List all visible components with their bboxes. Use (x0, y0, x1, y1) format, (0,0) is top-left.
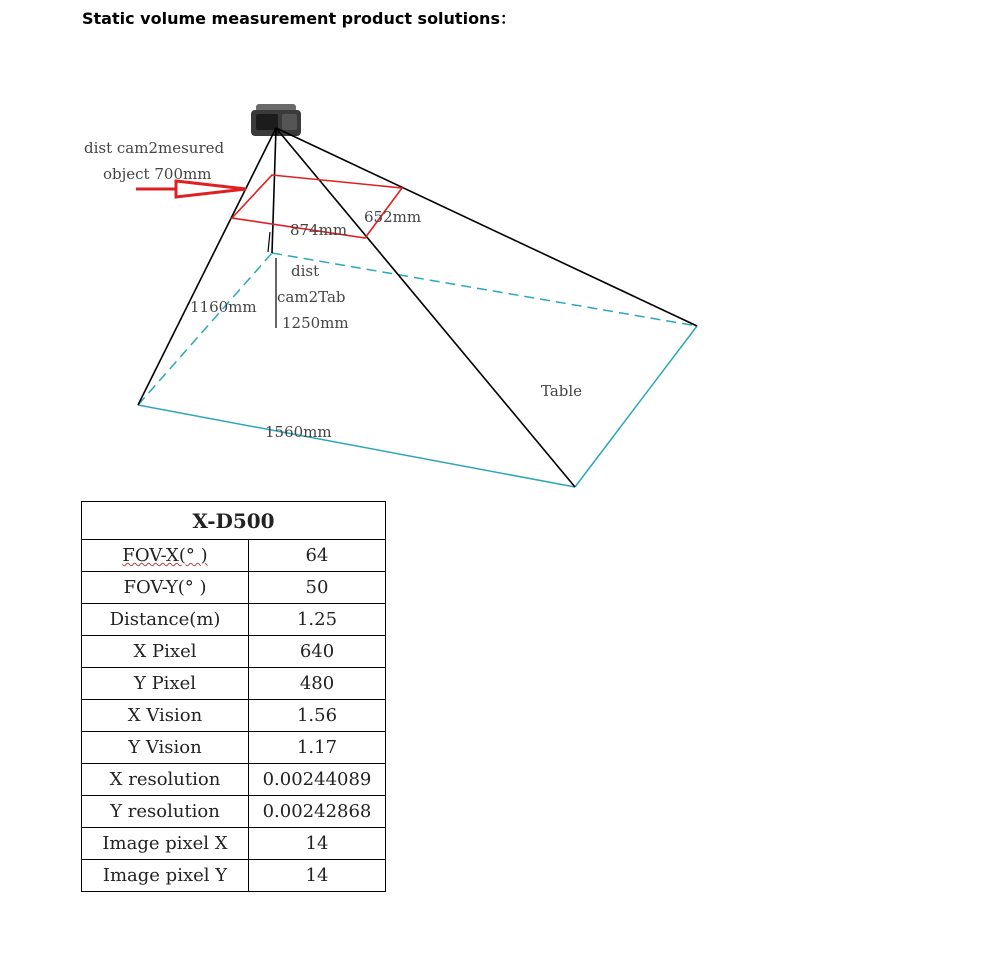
row-param: Distance(m) (82, 604, 249, 636)
row-value: 50 (249, 572, 386, 604)
table-row (82, 540, 386, 572)
row-param: Y resolution (82, 796, 249, 828)
row-param: X Pixel (82, 636, 249, 668)
table-row (82, 700, 386, 732)
row-param: Y Pixel (82, 668, 249, 700)
table-row (82, 572, 386, 604)
label-1560: 1560mm (265, 423, 332, 441)
table-row (82, 764, 386, 796)
row-param: X resolution (82, 764, 249, 796)
table-row (82, 604, 386, 636)
label-dist-cam-line2: object 700mm (103, 165, 212, 183)
label-dist-tab-line2: cam2Tab (277, 288, 346, 306)
row-param: FOV-X(° ) (122, 545, 208, 566)
spec-table-title: X-D500 (82, 502, 386, 540)
row-param: Y Vision (82, 732, 249, 764)
row-value: 64 (249, 540, 386, 572)
pointer-arrow-icon (136, 181, 246, 197)
row-value: 640 (249, 636, 386, 668)
label-dist-cam-line1: dist cam2mesured (84, 139, 225, 157)
label-dist-tab-line3: 1250mm (282, 314, 349, 332)
row-value: 14 (249, 828, 386, 860)
spec-table (81, 501, 386, 892)
row-value: 1.25 (249, 604, 386, 636)
label-dist-tab-line1: dist (291, 262, 320, 280)
table-row (82, 828, 386, 860)
row-param: Image pixel Y (82, 860, 249, 892)
row-value: 1.56 (249, 700, 386, 732)
label-652: 652mm (364, 208, 422, 226)
row-value: 14 (249, 860, 386, 892)
row-value: 480 (249, 668, 386, 700)
row-param: FOV-Y(° ) (82, 572, 249, 604)
table-row (82, 636, 386, 668)
table-plane (138, 253, 697, 487)
label-874: 874mm (290, 221, 348, 239)
label-table: Table (541, 382, 583, 400)
page-heading: Static volume measurement product solutions： (82, 9, 516, 28)
row-param: X Vision (82, 700, 249, 732)
row-param: Image pixel X (82, 828, 249, 860)
table-row (82, 860, 386, 892)
table-row (82, 668, 386, 700)
label-1160: 1160mm (190, 298, 257, 316)
table-row (82, 732, 386, 764)
row-value: 1.17 (249, 732, 386, 764)
row-value: 0.00242868 (249, 796, 386, 828)
table-row (82, 796, 386, 828)
row-value: 0.00244089 (249, 764, 386, 796)
